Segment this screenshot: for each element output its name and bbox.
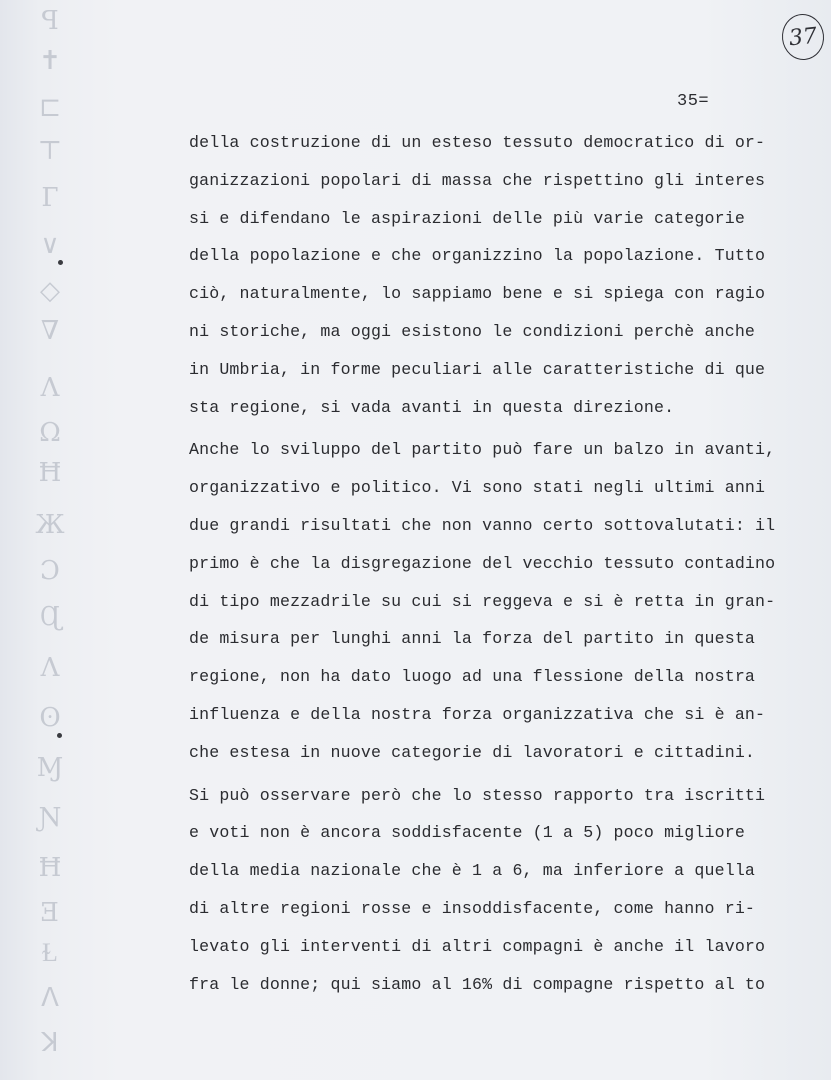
text-line: ciò, naturalmente, lo sappiamo bene e si spiega con ragio [189, 284, 766, 304]
text-line: della media nazionale che è 1 a 6, ma inferiore a quella [189, 861, 756, 881]
text-line: influenza e della nostra forza organizzativa che si è an- [189, 704, 766, 724]
text-line: organizzativo e politico. Vi sono stati negli ultimi anni [189, 478, 766, 498]
text-line: di altre regioni rosse e insoddisfacente, come hanno ri- [189, 898, 756, 918]
margin-dot [57, 733, 62, 738]
text-line: della costruzione di un esteso tessuto democratico di or- [189, 133, 766, 152]
text-line: primo è che la disgregazione del vecchio tessuto contadino [189, 553, 776, 573]
text-line: si e difendano le aspirazioni delle più varie categorie [189, 208, 745, 228]
text-line: e voti non è ancora soddisfacente (1 a 5) poco migliore [189, 823, 745, 843]
text-line: Anche lo sviluppo del partito può fare un balzo in avanti, [189, 440, 776, 460]
text-line: di tipo mezzadrile su cui si reggeva e si è retta in gran- [189, 591, 776, 611]
page-number: 35= [677, 92, 710, 111]
archive-stamp-number: 37 [787, 23, 819, 51]
paragraph [189, 437, 789, 777]
text-line: levato gli interventi di altri compagni è anche il lavoro [189, 936, 766, 956]
margin-dot [58, 260, 63, 265]
text-line: ganizzazioni popolari di massa che rispettino gli interes [189, 170, 766, 190]
text-line: de misura per lunghi anni la forza del partito in questa [189, 629, 756, 649]
text-line: della popolazione e che organizzino la popolazione. Tutto [189, 246, 766, 266]
text-line: che estesa in nuove categorie di lavoratori e cittadini. [189, 742, 756, 762]
typewritten-text [189, 130, 789, 1009]
text-line: sta regione, si vada avanti in questa direzione. [189, 397, 675, 417]
paragraph [189, 130, 789, 432]
document-page: ꟼ ✝ ⊏ ⊤ Г ∨ ◇ ∇ Λ Ω Ħ Ж Ɔ Ɋ Λ ʘ Ɱ Ɲ Ħ Ǝ Ɫ ⴷ ꓘ 37 35= della costruzione di un esteso tessuto democratico di or- ganizzazioni popolari di massa che rispettino gli interes si e difendano le aspirazioni delle più varie categorie della popolazione e che organizzino la popolazione. Tutto ciò, naturalmente, lo sappiamo bene e si spiega con ragio ni storiche, ma oggi esistono le condizioni perchè anche in Umbria, in forme peculiari alle caratteristiche di que sta regione, si vada avanti in questa direzione. Anche lo sviluppo del partito può fare un balzo in avanti, organizzativo e politico. Vi sono stati negli ultimi anni due grandi risultati che non vanno certo sottovalutati: il primo è che la disgregazione del vecchio tessuto contadino di tipo mezzadrile su cui si reggeva e si è retta in gran- de misura per lunghi anni la forza del partito in questa regione, non ha dato luogo ad una flessione della nostra influenza e della nostra forza organizzativa che si è an- che estesa in nuove categorie di lavoratori e cittadini. Si può osservare però che lo stesso rapporto tra iscritti e voti non è ancora soddisfacente (1 a 5) poco migliore della media nazionale che è 1 a 6, ma inferiore a quella di altre regioni rosse e insoddisfacente, come hanno ri- levato gli interventi di altri compagni è anche il lavoro fra le donne; qui siamo al 16% di compagne rispetto al to [0, 0, 831, 1080]
text-line: fra le donne; qui siamo al 16% di compagne rispetto al to [189, 974, 766, 994]
text-line: due grandi risultati che non vanno certo sottovalutati: il [189, 515, 776, 535]
text-line: Si può osservare però che lo stesso rapporto tra iscritti [189, 785, 766, 805]
text-line: regione, non ha dato luogo ad una flessione della nostra [189, 667, 756, 687]
text-line: in Umbria, in forme peculiari alle caratteristiche di que [189, 359, 766, 379]
text-line: ni storiche, ma oggi esistono le condizioni perchè anche [189, 321, 756, 341]
paragraph [189, 783, 789, 1010]
archive-stamp [780, 12, 827, 62]
